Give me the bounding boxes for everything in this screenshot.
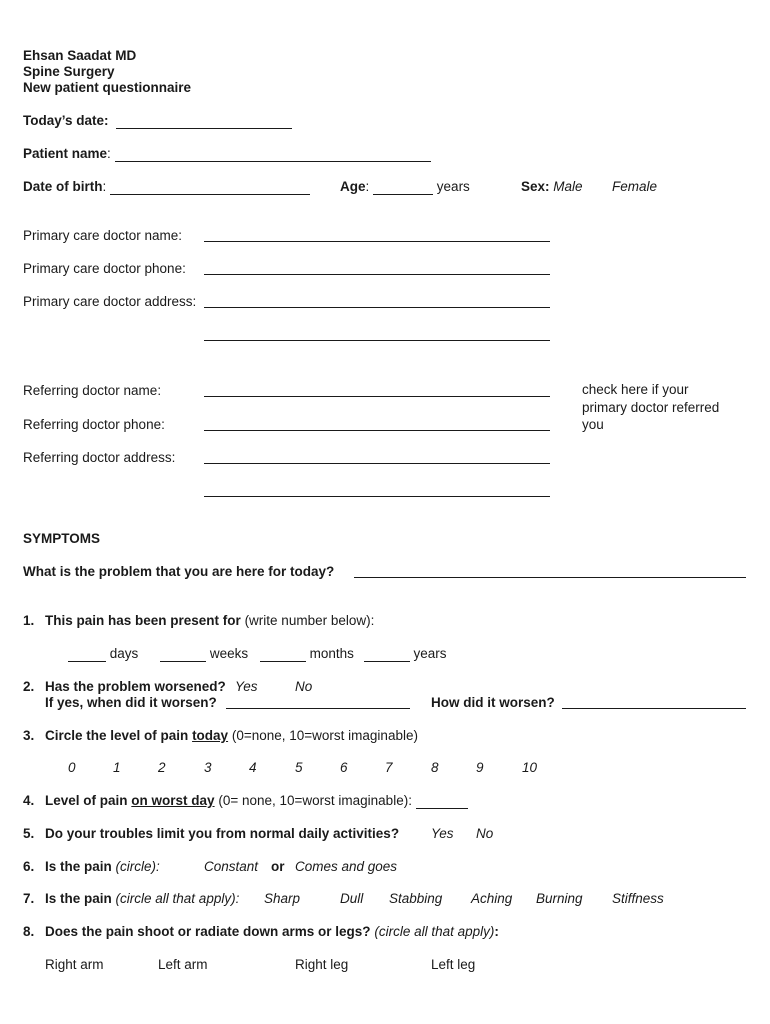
pain-scale-option[interactable]: 3 bbox=[204, 760, 212, 775]
age-field[interactable] bbox=[373, 180, 433, 195]
q6-instruction: (circle): bbox=[115, 859, 160, 874]
referring-name-field[interactable] bbox=[204, 396, 550, 397]
referring-phone-label: Referring doctor phone: bbox=[23, 417, 165, 432]
dob-label: Date of birth bbox=[23, 179, 103, 194]
q8-number: 8. bbox=[23, 924, 35, 939]
age-row: Age: years bbox=[340, 179, 470, 194]
q7-option-stiffness[interactable]: Stiffness bbox=[612, 891, 664, 906]
q2-option-no[interactable]: No bbox=[295, 679, 313, 694]
specialty: Spine Surgery bbox=[23, 64, 115, 79]
q1-years-field[interactable] bbox=[364, 647, 410, 662]
referring-address-field-1[interactable] bbox=[204, 463, 550, 464]
q6-row bbox=[23, 859, 160, 875]
q2-option-yes[interactable]: Yes bbox=[235, 679, 258, 694]
q4-number: 4. bbox=[23, 793, 35, 808]
pain-scale-option[interactable]: 8 bbox=[431, 760, 439, 775]
q1-years-label: years bbox=[413, 646, 447, 661]
q1-weeks-field[interactable] bbox=[160, 647, 206, 662]
dob-row: Date of birth: bbox=[23, 179, 310, 195]
q3-scale-note: (0=none, 10=worst imaginable) bbox=[231, 728, 418, 743]
q8-question: Does the pain shoot or radiate down arms or legs? bbox=[45, 924, 371, 939]
q7-option-stabbing[interactable]: Stabbing bbox=[389, 891, 443, 906]
referral-check-note-2[interactable]: primary doctor referred bbox=[582, 400, 720, 415]
q8-option-right-arm[interactable]: Right arm bbox=[45, 957, 104, 972]
pain-scale-option[interactable]: 5 bbox=[295, 760, 303, 775]
q2-how-field[interactable] bbox=[562, 708, 746, 709]
q4-worst-pain-field[interactable] bbox=[416, 794, 468, 809]
referral-check-note-3[interactable]: you bbox=[582, 417, 604, 432]
problem-answer-field[interactable] bbox=[354, 577, 746, 578]
problem-question: What is the problem that you are here for today? bbox=[23, 564, 335, 579]
q7-option-sharp[interactable]: Sharp bbox=[264, 891, 301, 906]
age-years-label: years bbox=[436, 179, 470, 194]
pain-scale-option[interactable]: 6 bbox=[340, 760, 348, 775]
pain-scale-option[interactable]: 7 bbox=[385, 760, 393, 775]
todays-date-field[interactable] bbox=[116, 114, 292, 129]
primary-care-address-field-2[interactable] bbox=[204, 340, 550, 341]
q3-row bbox=[23, 728, 418, 744]
q2-when-label: If yes, when did it worsen? bbox=[45, 695, 217, 710]
q4-worst-day: on worst day bbox=[131, 793, 215, 808]
primary-care-phone-field[interactable] bbox=[204, 274, 550, 275]
q2-question: Has the problem worsened? bbox=[45, 679, 226, 694]
q7-option-burning[interactable]: Burning bbox=[536, 891, 583, 906]
q5-row bbox=[23, 826, 399, 842]
q1-months-field[interactable] bbox=[260, 647, 306, 662]
pain-scale-option[interactable]: 4 bbox=[249, 760, 257, 775]
form-title: New patient questionnaire bbox=[23, 80, 192, 95]
q5-question: Do your troubles limit you from normal daily activities? bbox=[45, 826, 400, 841]
q6-option-constant[interactable]: Constant bbox=[204, 859, 259, 874]
primary-care-phone-label: Primary care doctor phone: bbox=[23, 261, 186, 276]
q8-colon: : bbox=[494, 924, 499, 939]
q4-question: Level of pain bbox=[45, 793, 128, 808]
q8-instruction: (circle all that apply) bbox=[374, 924, 495, 939]
primary-care-name-field[interactable] bbox=[204, 241, 550, 242]
q7-instruction: (circle all that apply): bbox=[115, 891, 240, 906]
q3-today: today bbox=[192, 728, 229, 743]
q2-when-field[interactable] bbox=[226, 708, 410, 709]
doctor-name: Ehsan Saadat MD bbox=[23, 48, 137, 63]
referring-phone-field[interactable] bbox=[204, 430, 550, 431]
pain-scale-option[interactable]: 2 bbox=[158, 760, 166, 775]
q1-weeks-label: weeks bbox=[209, 646, 249, 661]
pain-scale-option[interactable]: 0 bbox=[68, 760, 76, 775]
q8-option-left-arm[interactable]: Left arm bbox=[158, 957, 208, 972]
symptoms-heading: SYMPTOMS bbox=[23, 531, 101, 546]
referring-address-label: Referring doctor address: bbox=[23, 450, 176, 465]
patient-name-field[interactable] bbox=[115, 147, 431, 162]
pain-scale-option[interactable]: 10 bbox=[522, 760, 538, 775]
q4-row bbox=[23, 793, 468, 809]
q3-question: Circle the level of pain bbox=[45, 728, 189, 743]
q5-option-no[interactable]: No bbox=[476, 826, 494, 841]
q7-option-dull[interactable]: Dull bbox=[340, 891, 364, 906]
sex-row bbox=[521, 179, 583, 195]
todays-date-label: Today’s date: bbox=[23, 113, 109, 128]
referring-name-label: Referring doctor name: bbox=[23, 383, 162, 398]
pain-scale-option[interactable]: 9 bbox=[476, 760, 484, 775]
q5-number: 5. bbox=[23, 826, 35, 841]
q5-option-yes[interactable]: Yes bbox=[431, 826, 454, 841]
q8-row bbox=[23, 924, 499, 940]
q7-row bbox=[23, 891, 239, 907]
sex-label: Sex: bbox=[521, 179, 550, 194]
q7-number: 7. bbox=[23, 891, 35, 906]
primary-care-address-label: Primary care doctor address: bbox=[23, 294, 197, 309]
q2-how-label: How did it worsen? bbox=[431, 695, 555, 710]
q1-question: This pain has been present for bbox=[45, 613, 241, 628]
referring-address-field-2[interactable] bbox=[204, 496, 550, 497]
q7-question: Is the pain bbox=[45, 891, 112, 906]
q1-number: 1. bbox=[23, 613, 35, 628]
q1-days-field[interactable] bbox=[68, 647, 106, 662]
q6-option-comes-and-goes[interactable]: Comes and goes bbox=[295, 859, 398, 874]
q1-units-row bbox=[68, 646, 446, 662]
q8-option-right-leg[interactable]: Right leg bbox=[295, 957, 349, 972]
q8-option-left-leg[interactable]: Left leg bbox=[431, 957, 476, 972]
q1-row bbox=[23, 613, 374, 629]
referral-check-note-1[interactable]: check here if your bbox=[582, 382, 689, 397]
q7-option-aching[interactable]: Aching bbox=[471, 891, 513, 906]
patient-name-label: Patient name bbox=[23, 146, 108, 161]
primary-care-address-field-1[interactable] bbox=[204, 307, 550, 308]
dob-field[interactable] bbox=[110, 180, 310, 195]
q1-days-label: days bbox=[109, 646, 139, 661]
q6-or: or bbox=[271, 859, 285, 874]
primary-care-name-label: Primary care doctor name: bbox=[23, 228, 183, 243]
patient-name-row: Patient name: bbox=[23, 146, 431, 162]
q1-months-label: months bbox=[309, 646, 354, 661]
q2-number: 2. bbox=[23, 679, 35, 694]
q3-number: 3. bbox=[23, 728, 35, 743]
sex-option-male[interactable]: Male bbox=[553, 179, 583, 194]
q2-row bbox=[23, 679, 226, 695]
todays-date-row bbox=[23, 113, 292, 129]
q4-scale-note: (0= none, 10=worst imaginable): bbox=[218, 793, 412, 808]
q6-number: 6. bbox=[23, 859, 35, 874]
pain-scale-option[interactable]: 1 bbox=[113, 760, 121, 775]
q1-instruction: (write number below): bbox=[244, 613, 375, 628]
sex-option-female[interactable]: Female bbox=[612, 179, 658, 194]
age-label: Age bbox=[340, 179, 366, 194]
q6-question: Is the pain bbox=[45, 859, 112, 874]
